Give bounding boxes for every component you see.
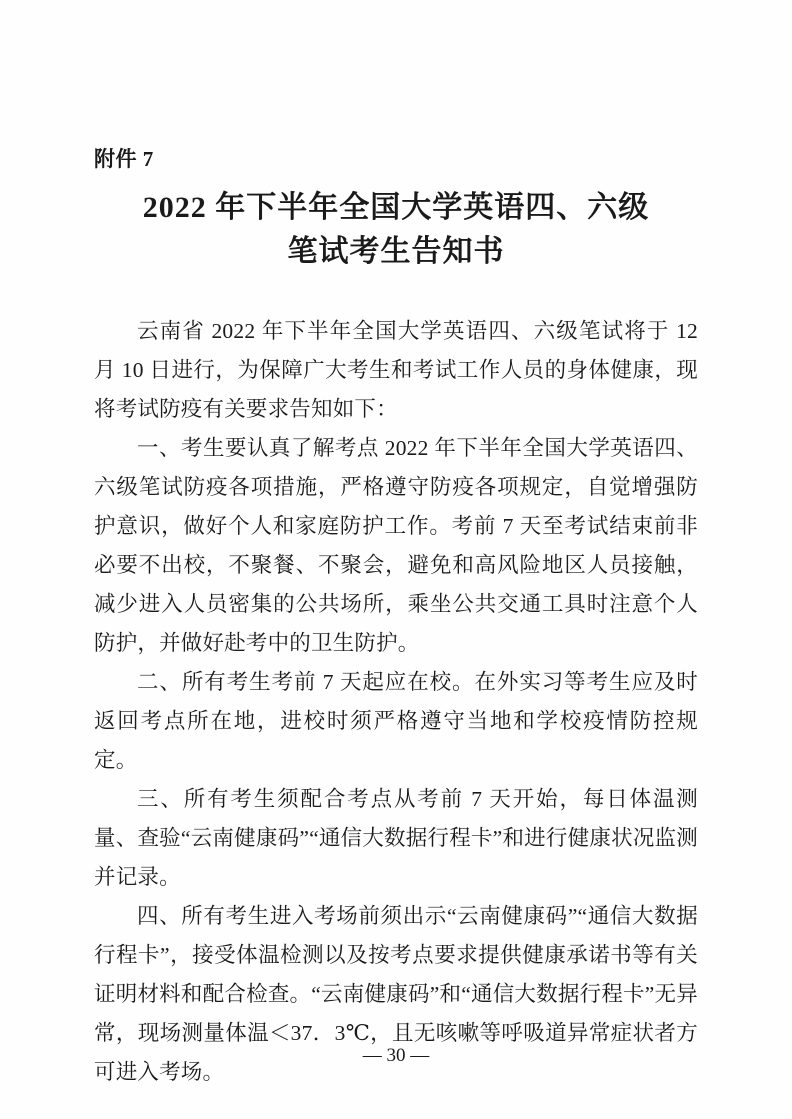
page-title-line-2: 笔试考生告知书 <box>287 234 505 268</box>
body-paragraph: 三、所有考生须配合考点从考前 7 天开始，每日体温测量、查验“云南健康码”“通信大数据行程卡”和进行健康状况监测并记录。 <box>94 787 698 889</box>
document-body <box>94 312 698 1092</box>
attachment-label: 附件 7 <box>94 147 154 171</box>
body-paragraph: 一、考生要认真了解考点 2022 年下半年全国大学英语四、六级笔试防疫各项措施，严格遵守防疫各项规定，自觉增强防护意识，做好个人和家庭防护工作。考前 7 天至考试结束前非必要不出校，不聚餐、不聚会，避免和高风险地区人员接触，减少进入人员密集的公共场所，乘坐公共交通工具时注意个人防护，并做好赴考中的卫生防护。 <box>94 436 698 655</box>
body-paragraph: 四、所有考生进入考场前须出示“云南健康码”“通信大数据行程卡”，接受体温检测以及按考点要求提供健康承诺书等有关证明材料和配合检查。“云南健康码”和“通信大数据行程卡”无异常，现场测量体温＜37．3℃，且无咳嗽等呼吸道异常症状者方可进入考场。 <box>94 904 698 1084</box>
page-number: — 30 — <box>362 1045 430 1066</box>
page-title <box>96 186 696 273</box>
page-title-line-1: 2022 年下半年全国大学英语四、六级 <box>142 191 650 224</box>
body-paragraph: 云南省 2022 年下半年全国大学英语四、六级笔试将于 12 月 10 日进行，为保障广大考生和考试工作人员的身体健康，现将考试防疫有关要求告知如下： <box>94 319 698 421</box>
body-paragraph: 二、所有考生考前 7 天起应在校。在外实习等考生应及时返回考点所在地，进校时须严格遵守当地和学校疫情防控规定。 <box>94 670 698 772</box>
